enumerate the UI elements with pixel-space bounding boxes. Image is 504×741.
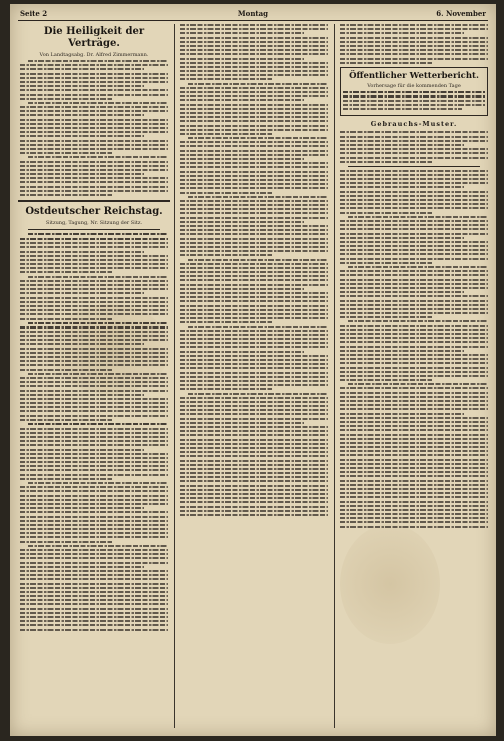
page-number: Seite 2	[20, 9, 48, 18]
divider	[28, 229, 160, 230]
article-body	[18, 233, 170, 631]
column-rule	[174, 24, 175, 728]
weather-report-box	[340, 67, 488, 117]
notice-body	[338, 131, 490, 162]
article-body	[338, 24, 490, 64]
weather-report-title: Öffentlicher Wetterbericht.	[349, 70, 479, 81]
header-day: Montag	[237, 9, 269, 18]
article-title: Ostdeutscher Reichstag.	[25, 206, 163, 217]
notice-title: Gebrauchs-Muster.	[370, 120, 458, 129]
weather-report-sub: Vorhersage für die kommenden Tage	[367, 82, 461, 89]
article-body	[178, 24, 330, 516]
column-1	[18, 24, 170, 730]
article-body	[338, 170, 490, 528]
newspaper-page	[10, 4, 496, 736]
column-rule	[334, 24, 335, 728]
divider	[348, 166, 480, 167]
header-date: 6. November	[436, 9, 486, 18]
section-divider	[18, 200, 170, 202]
column-3	[338, 24, 490, 730]
article-byline: Von Landtagsabg. Dr. Alfred Zimmermann.	[39, 52, 149, 58]
column-2	[178, 24, 330, 730]
page-header	[18, 8, 488, 21]
article-title: Die Heiligkeit der Verträge.	[43, 26, 145, 49]
article-body	[18, 60, 170, 196]
article-byline: Sitzung, Tagung, Nr. Sitzung der Sitz.	[45, 220, 143, 226]
